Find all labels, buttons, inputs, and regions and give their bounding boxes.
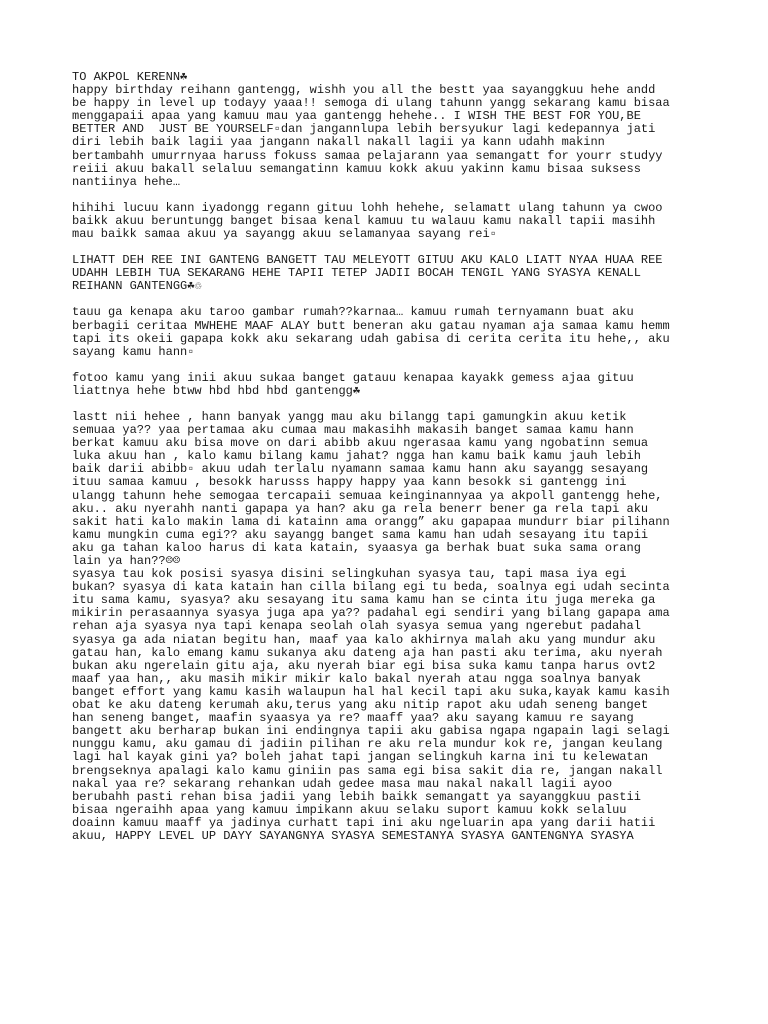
paragraph-birthday-wishes: happy birthday reihann gantengg, wishh you all the bestt yaa sayanggkuu hehe andd be happy in level up todayy yaaa!! semoga di ulang tahunn yangg sekarang kamu bisaa menggapaii apaa yang kamuu mau yaa gantengg hehehe.. I WISH THE BEST FOR YOU,BE BETTER AND JUST BE YOURSELF▫dan jangannlupa lebih bersyukur lagi kedepannya jati diri lebih baik lagii yaa jangann nakall nakall lagii ya kann udahh makinn bertambahh umurrnyaa haruss fokuss samaa pelajarann yaa semangatt for yourr studyy reiii akuu bakall selaluu semangatinn kamuu kokk akuu yakinn kamu bisaa suksess nantiinya hehe… <box>72 83 670 189</box>
paragraph-caps: LIHATT DEH REE INI GANTENG BANGETT TAU MELEYOTT GITUU AKU KALO LIATT NYAA HUAA REE UDAHH LEBIH TUA SEKARANG HEHE TAPII TETEP JADII BOCAH TENGIL YANG SYASYA KENALL REIHANN GANTENGG☘♲ <box>72 253 663 294</box>
paragraph-photo: fotoo kamu yang inii akuu sukaa banget gatauu kenapaa kayakk gemess ajaa gituu liattnya hehe btww hbd hbd hbd gantengg☘ <box>72 370 634 398</box>
paragraph-house-picture: tauu ga kenapa aku taroo gambar rumah??karnaa… kamuu rumah ternyamann buat aku berbagii ceritaa MWHEHE MAAF ALAY butt beneran aku gatau nyaman aja samaa kamu hemm tapi its okeii gapapa kokk aku sekarang udah gabisa di cerita cerita itu hehe,, aku sayang kamu hann▫ <box>72 305 670 359</box>
letter-document <box>72 71 712 843</box>
paragraph-spacer <box>72 359 712 372</box>
paragraph-closing: lastt nii hehee , hann banyak yangg mau aku bilangg tapi gamungkin akuu ketik semuaa ya?? yaa pertamaa aku cumaa mau makasihh makasih banget samaa kamu hann berkat kamuu aku bisa move on dari abibb akuu ngerasaa kamu yang ngobatinn semua luka akuu han , kalo kamu bilang kamu jahat? ngga han kamu baik kamu jauh lebih baik darii abibb▫ akuu udah terlalu nyamann samaa kamu hann aku sayangg sesayang ituu samaa kamuu , besokk harusss happy happy yaa kann besokk si gantengg ini ulangg tahunn hehe semogaa tercapaii semuaa keinginannyaa ya akpoll gantengg hehe, aku.. aku nyerahh nanti gapapa ya han? aku ga rela benerr bener ga rela tapi aku sakit hati kalo makin lama di katainn ama orangg” aku gapapaa mundurr biar pilihann kamu mungkin cuma egi?? aku sayangg banget sama kamu han udah sesayang itu tapii aku ga tahan kaloo harus di kata katain, syaasya ga berhak buat suka sama orang lain ya han??☹☹ syasya tau kok posisi syasya disini selingkuhan syasya tau, tapi masa iya egi bukan? syasya di kata katain han cilla bilang egi tu beda, soalnya egi udah secinta itu sama kamu, syasya? aku sesayang itu sama kamu han se cinta itu juga mereka ga mikirin perasaannya syasya juga apa ya?? padahal egi sendiri yang bilang gapapa ama rehan aja syasya nya tapi kenapa seolah olah syasya semua yang ngerebut padahal syasya ga ada niatan begitu han, maaf yaa kalo akhirnya malah aku yang mundur aku gatau han, kalo emang kamu sukanya aku dateng aja han pasti aku terima, aku nyerah bukan aku ngerelain gitu aja, aku nyerah biar egi bisa suka kamu tanpa harus ovt2 maaf yaa han,, aku masih mikir mikir kalo bakal nyerah atau ngga soalnya banyak banget effort yang kamu kasih walaupun hal hal kecil tapi aku suka,kayak kamu kasih obat ke aku dateng kerumah aku,terus yang aku nitip rapot aku udah seneng banget han seneng banget, maafin syaasya ya re? maaff yaa? aku sayang kamuu re sayang bangett aku berharap bukan ini endingnya tapii aku gabisa ngapa ngapain lagi selagi nunggu kamu, aku gamau di jadiin pilihan re aku rela mundur kok re, jangan keulang lagi hal kayak gini ya? boleh jahat tapi jangan selingkuh karna ini tu kelewatan brengseknya apalagi kalo kamu giniin pas sama egi bisa sakit dia re, jangan nakall nakal yaa re? sekarang rehankan udah gedee masa mau nakal nakall lagii ayoo berubahh pasti rehan bisa jadii yang lebih baikk semangatt ya sayanggkuu pastii bisaa ngeraihh apaa yang kamuu impikann akuu selaku suport kamuu kokk selaluu doainn kamuu maaff ya jadinya curhatt tapi ini aku ngeluarin apa yang darii hatii akuu, HAPPY LEVEL UP DAYY SAYANGNYA SYASYA SEMESTANYA SYASYA GANTENGNYA SYASYA <box>72 409 670 843</box>
paragraph-spacer <box>72 189 712 202</box>
letter-heading: TO AKPOL KERENN☘ <box>72 70 188 84</box>
paragraph-lucky: hihihi lucuu kann iyadongg regann gituu lohh hehehe, selamatt ulang tahunn ya cwoo baikk akuu beruntungg banget bisaa kenal kamuu tu walauu kamu nakall tapii masihh mau baikk samaa akuu ya sayangg akuu selamanyaa sayang rei▫ <box>72 200 663 242</box>
